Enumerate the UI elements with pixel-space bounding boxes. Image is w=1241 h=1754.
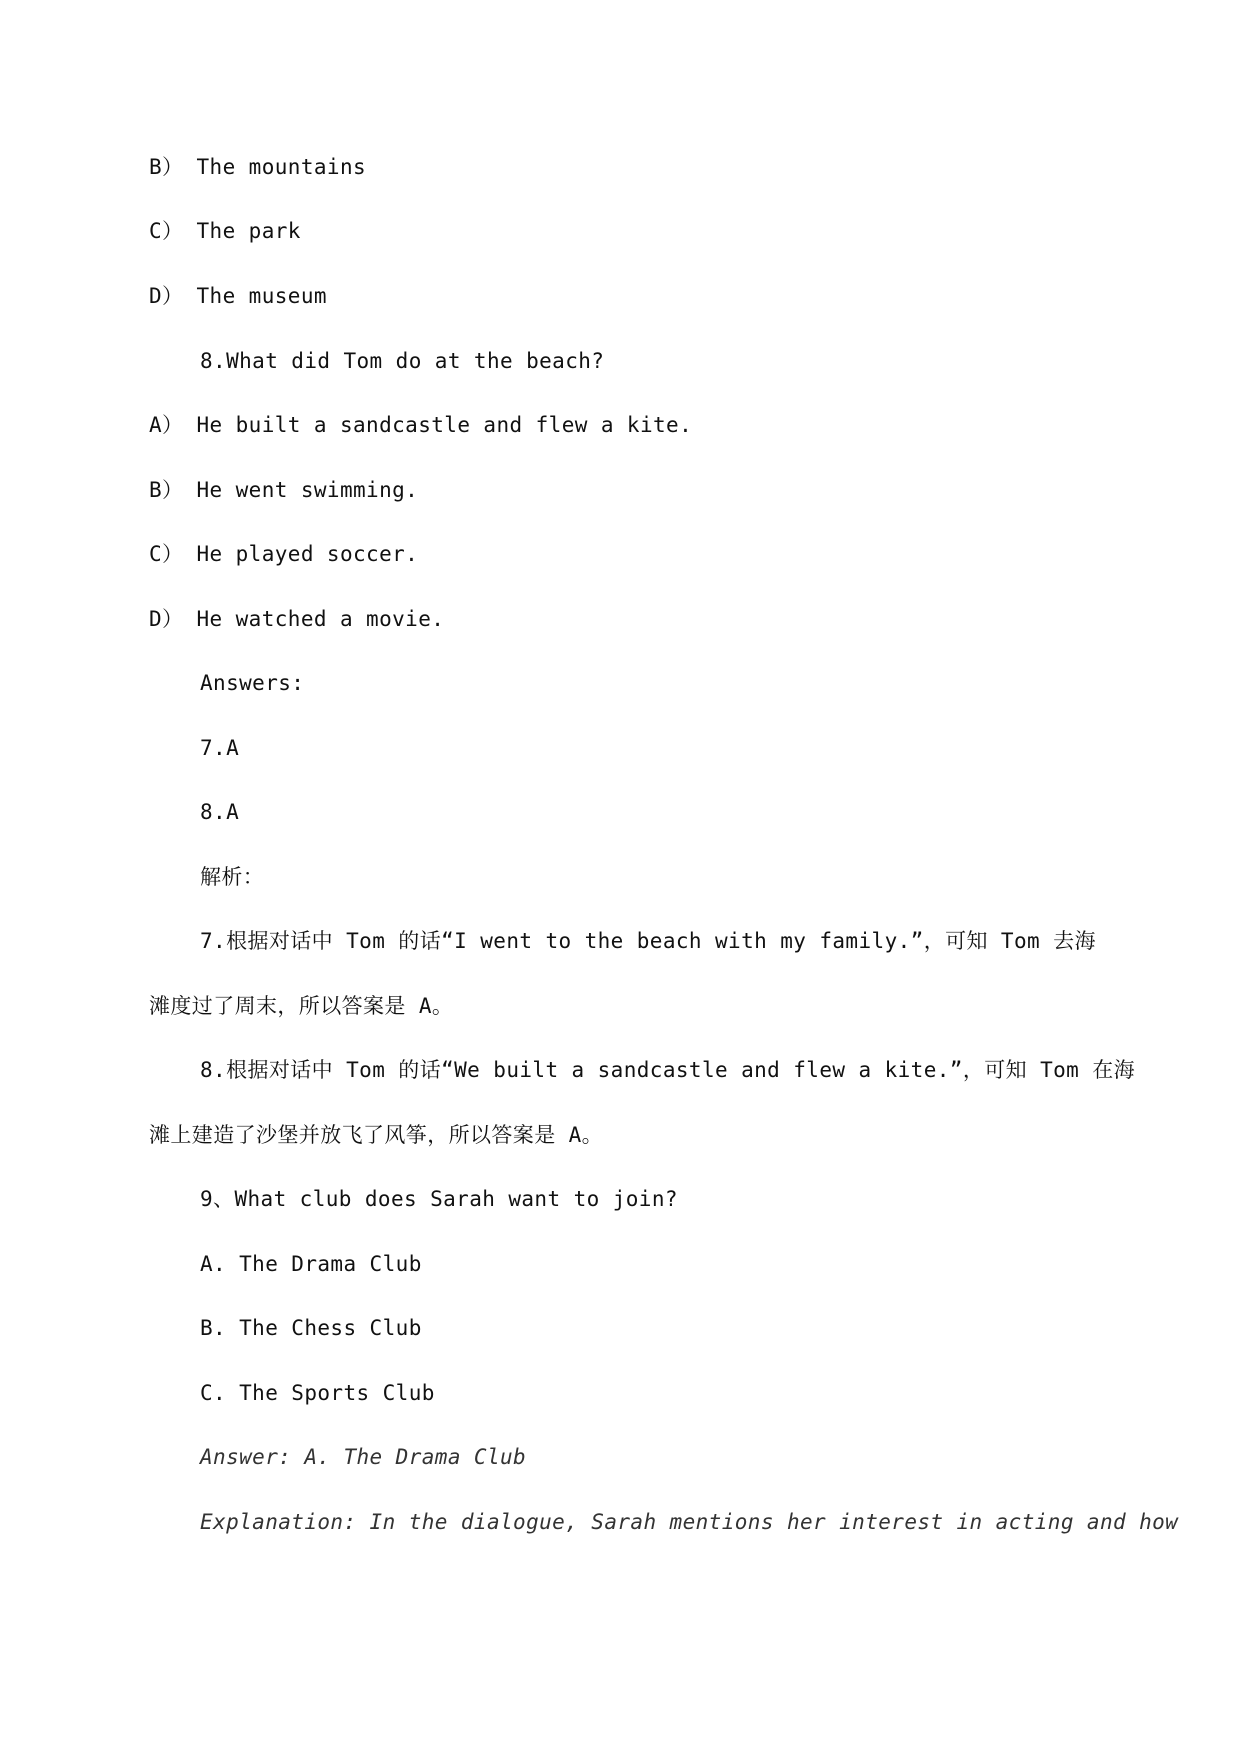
analysis-8-line-2: 滩上建造了沙堡并放飞了风筝，所以答案是 A。 [149,1123,604,1147]
q8-option-d: D） He watched a movie. [149,607,445,631]
q9-question: 9、What club does Sarah want to join? [200,1187,678,1211]
analysis-7-line-2: 滩度过了周末，所以答案是 A。 [149,994,454,1018]
q9-answer: Answer: A. The Drama Club [200,1445,527,1469]
q9-option-a: A. The Drama Club [200,1252,422,1276]
q8-option-b: B） He went swimming. [149,478,419,502]
q9-option-b: B. The Chess Club [200,1316,422,1340]
answer-7: 7.A [200,736,240,760]
analysis-heading: 解析： [200,865,265,889]
analysis-7-line-1: 7.根据对话中 Tom 的话“I went to the beach with my family.”，可知 Tom 去海 [200,929,1096,953]
q9-option-c: C. The Sports Club [200,1381,435,1405]
q8-question: 8.What did Tom do at the beach? [200,349,605,373]
q8-option-a: A） He built a sandcastle and flew a kite. [149,413,693,437]
answers-heading: Answers: [200,671,305,695]
answer-8: 8.A [200,800,240,824]
analysis-8-line-1: 8.根据对话中 Tom 的话“We built a sandcastle and flew a kite.”，可知 Tom 在海 [200,1058,1136,1082]
q7-option-d: D） The museum [149,284,327,308]
q9-explanation: Explanation: In the dialogue, Sarah mentions her interest in acting and how [200,1510,1179,1534]
q8-option-c: C） He played soccer. [149,542,419,566]
q7-option-c: C） The park [149,219,301,243]
q7-option-b: B） The mountains [149,155,367,179]
